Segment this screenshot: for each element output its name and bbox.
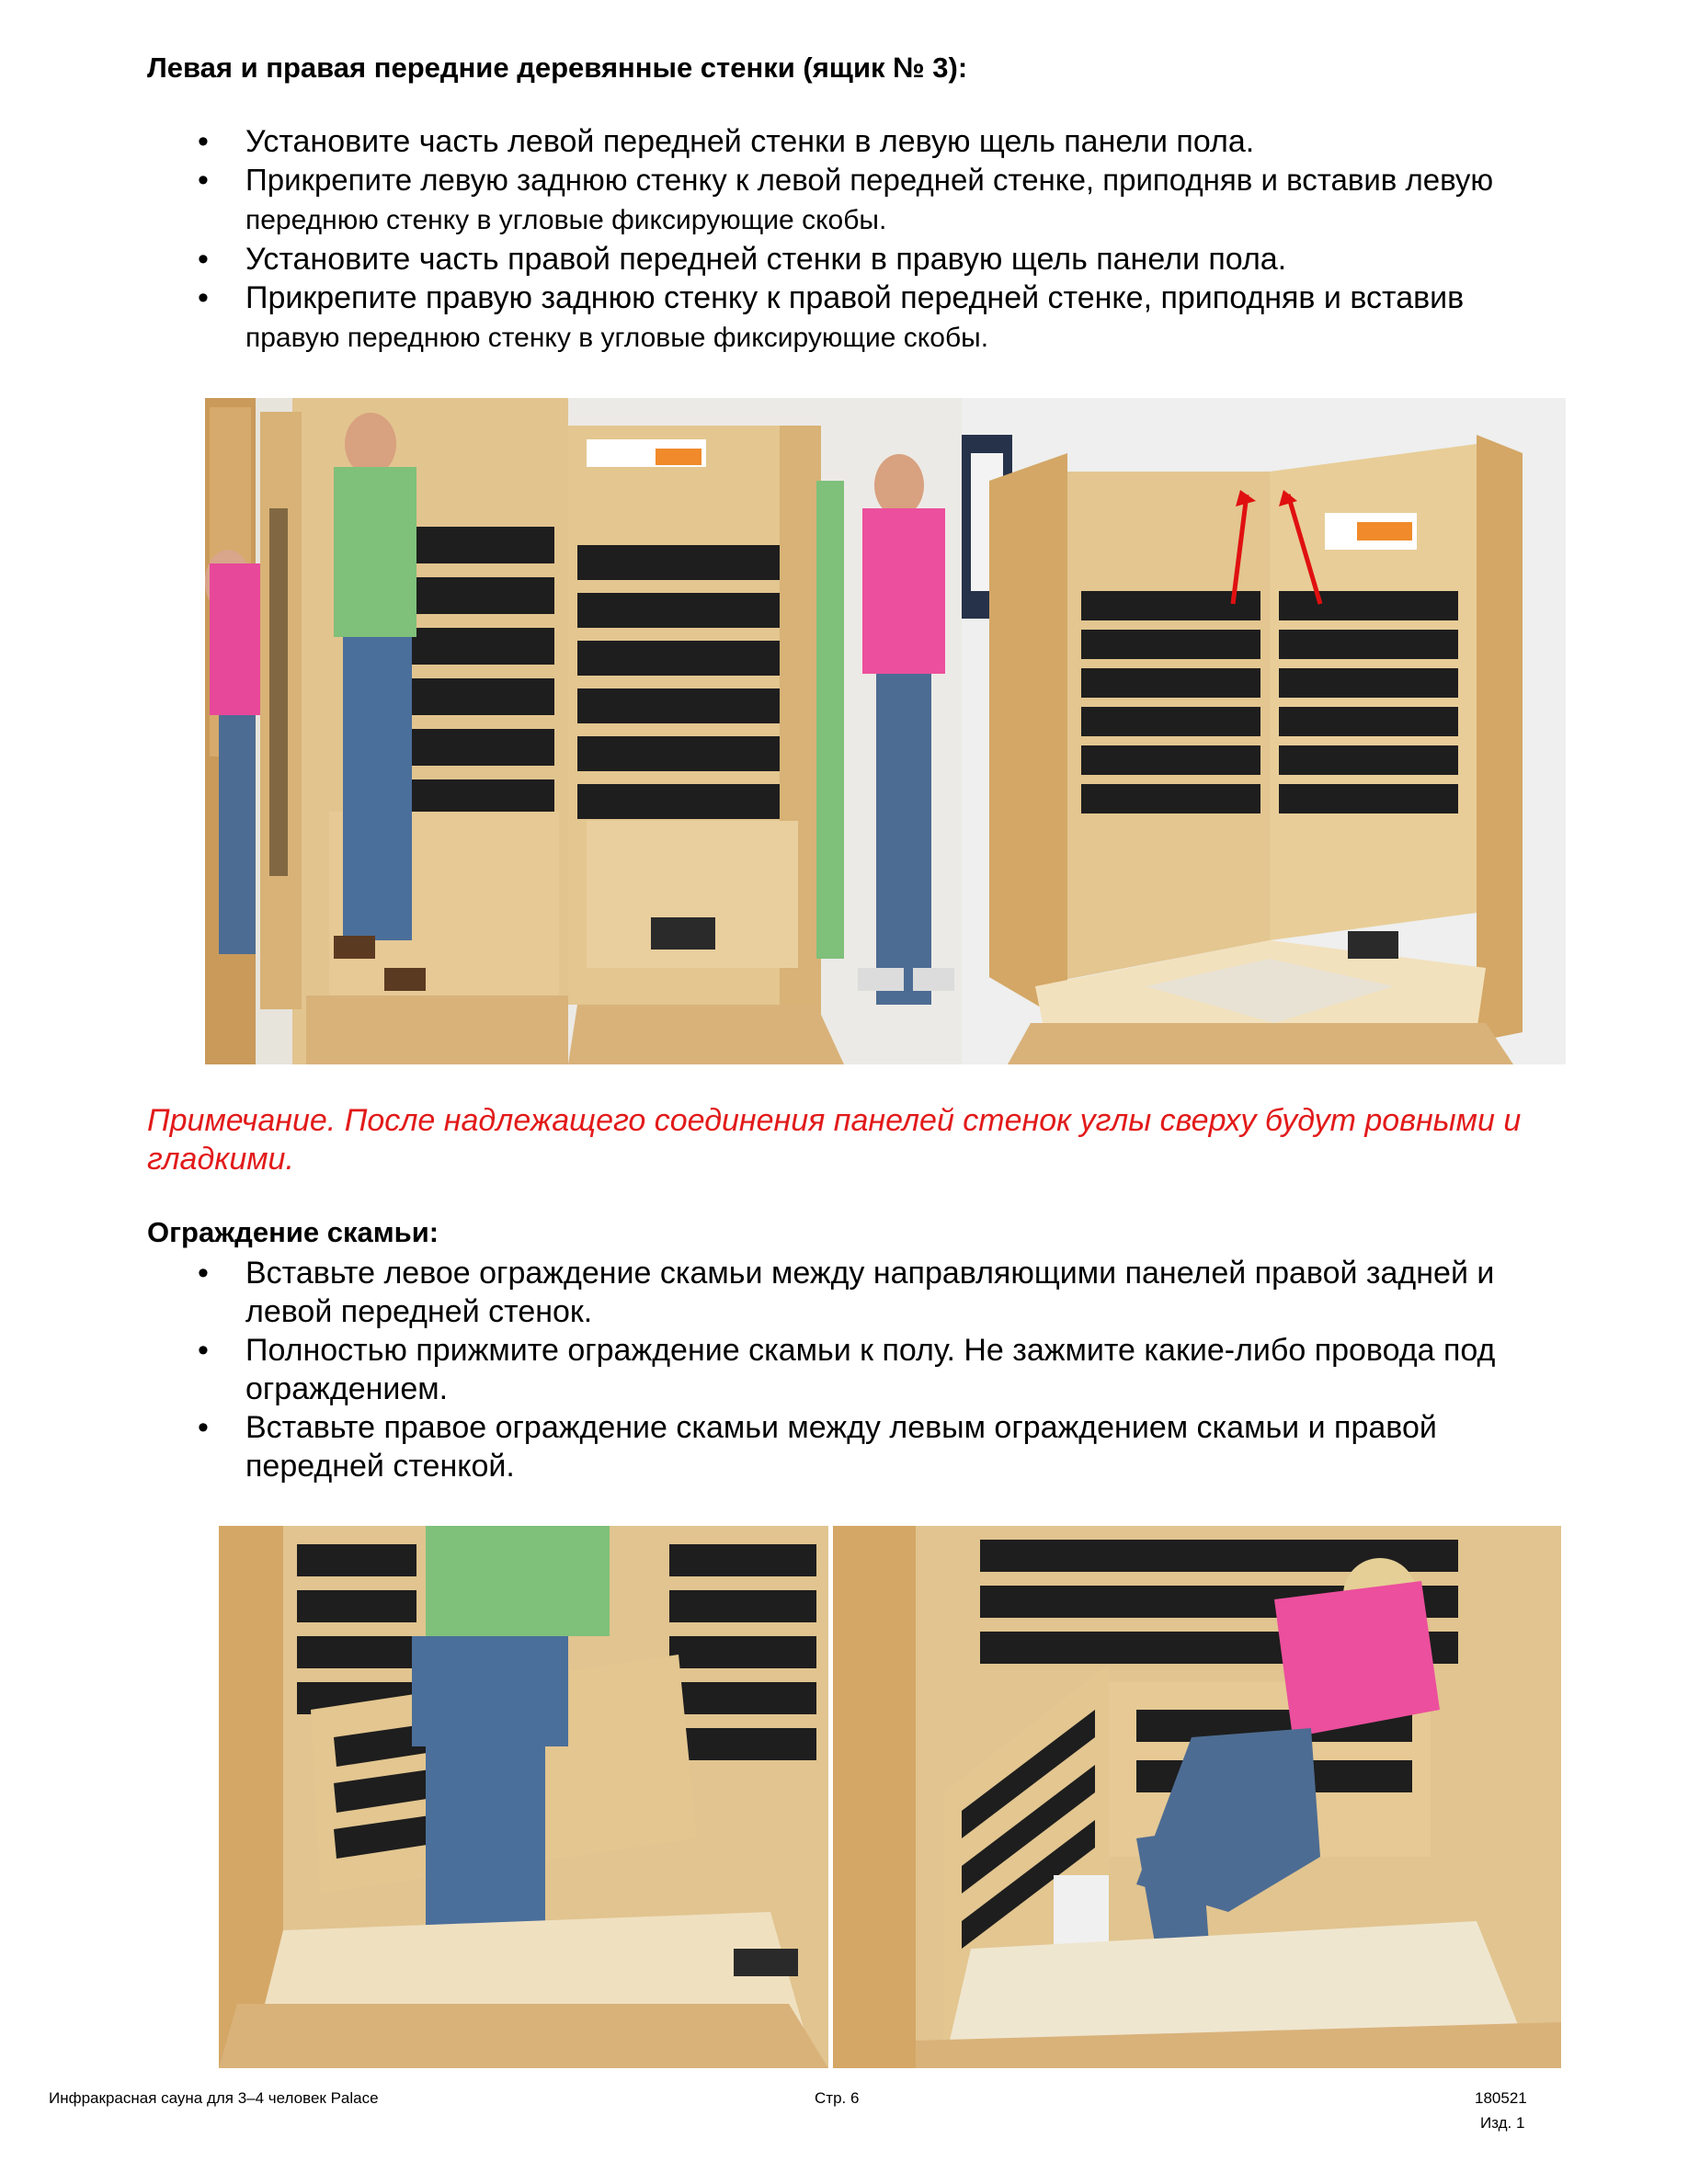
footer-document-code: 180521 bbox=[1475, 2089, 1527, 2107]
front-walls-steps bbox=[147, 122, 1618, 358]
list-item: • Прикрепите правую заднюю стенку к правой передней стенке, приподняв и вставив правую переднюю стенку в угловые фиксирующие скобы. bbox=[198, 280, 1465, 353]
list-item: • Вставьте левое ограждение скамьи между направляющими панелей правой задней и левой передней стенок. bbox=[198, 1256, 1495, 1329]
bullet-icon: • bbox=[198, 280, 209, 315]
section-heading-bench-guard: Ограждение скамьи: bbox=[147, 1216, 439, 1248]
list-item: • Вставьте правое ограждение скамьи между левым ограждением скамьи и правой передней стенкой. bbox=[198, 1410, 1437, 1484]
photo-installing-left-front-wall bbox=[205, 398, 568, 1064]
bullet-icon: • bbox=[198, 124, 209, 159]
list-item: • Установите часть правой передней стенки в правую щель панели пола. bbox=[198, 242, 1287, 277]
bullet-icon: • bbox=[198, 1256, 209, 1291]
list-item: • Полностью прижмите ограждение скамьи к полу. Не зажмите какие-либо провода под ограждением. bbox=[198, 1333, 1496, 1406]
photo-inserting-right-bench-guard bbox=[833, 1526, 1561, 2068]
photo-joined-front-walls bbox=[962, 398, 1566, 1064]
bench-guard-steps bbox=[147, 1254, 1618, 1485]
bullet-icon: • bbox=[198, 242, 209, 277]
footer-edition: Изд. 1 bbox=[1480, 2114, 1525, 2132]
list-item: • Прикрепите левую заднюю стенку к левой передней стенке, приподняв и вставив левую переднюю стенку в угловые фиксирующие скобы. bbox=[198, 163, 1494, 235]
photo-installing-right-front-wall bbox=[568, 398, 962, 1064]
footer-document-title: Инфракрасная сауна для 3–4 человек Palace bbox=[49, 2089, 379, 2107]
bullet-icon: • bbox=[198, 1333, 209, 1368]
section-heading-front-walls: Левая и правая передние деревянные стенки (ящик № 3): bbox=[147, 51, 968, 84]
list-item: • Установите часть левой передней стенки в левую щель панели пола. bbox=[198, 124, 1255, 159]
photo-inserting-left-bench-guard bbox=[219, 1526, 828, 2068]
bullet-icon: • bbox=[198, 1410, 209, 1445]
footer-page-number: Стр. 6 bbox=[815, 2089, 860, 2107]
note-text: Примечание. После надлежащего соединения панелей стенок углы сверху будут ровными и гладкими. bbox=[147, 1103, 1522, 1177]
bullet-icon: • bbox=[198, 163, 209, 198]
